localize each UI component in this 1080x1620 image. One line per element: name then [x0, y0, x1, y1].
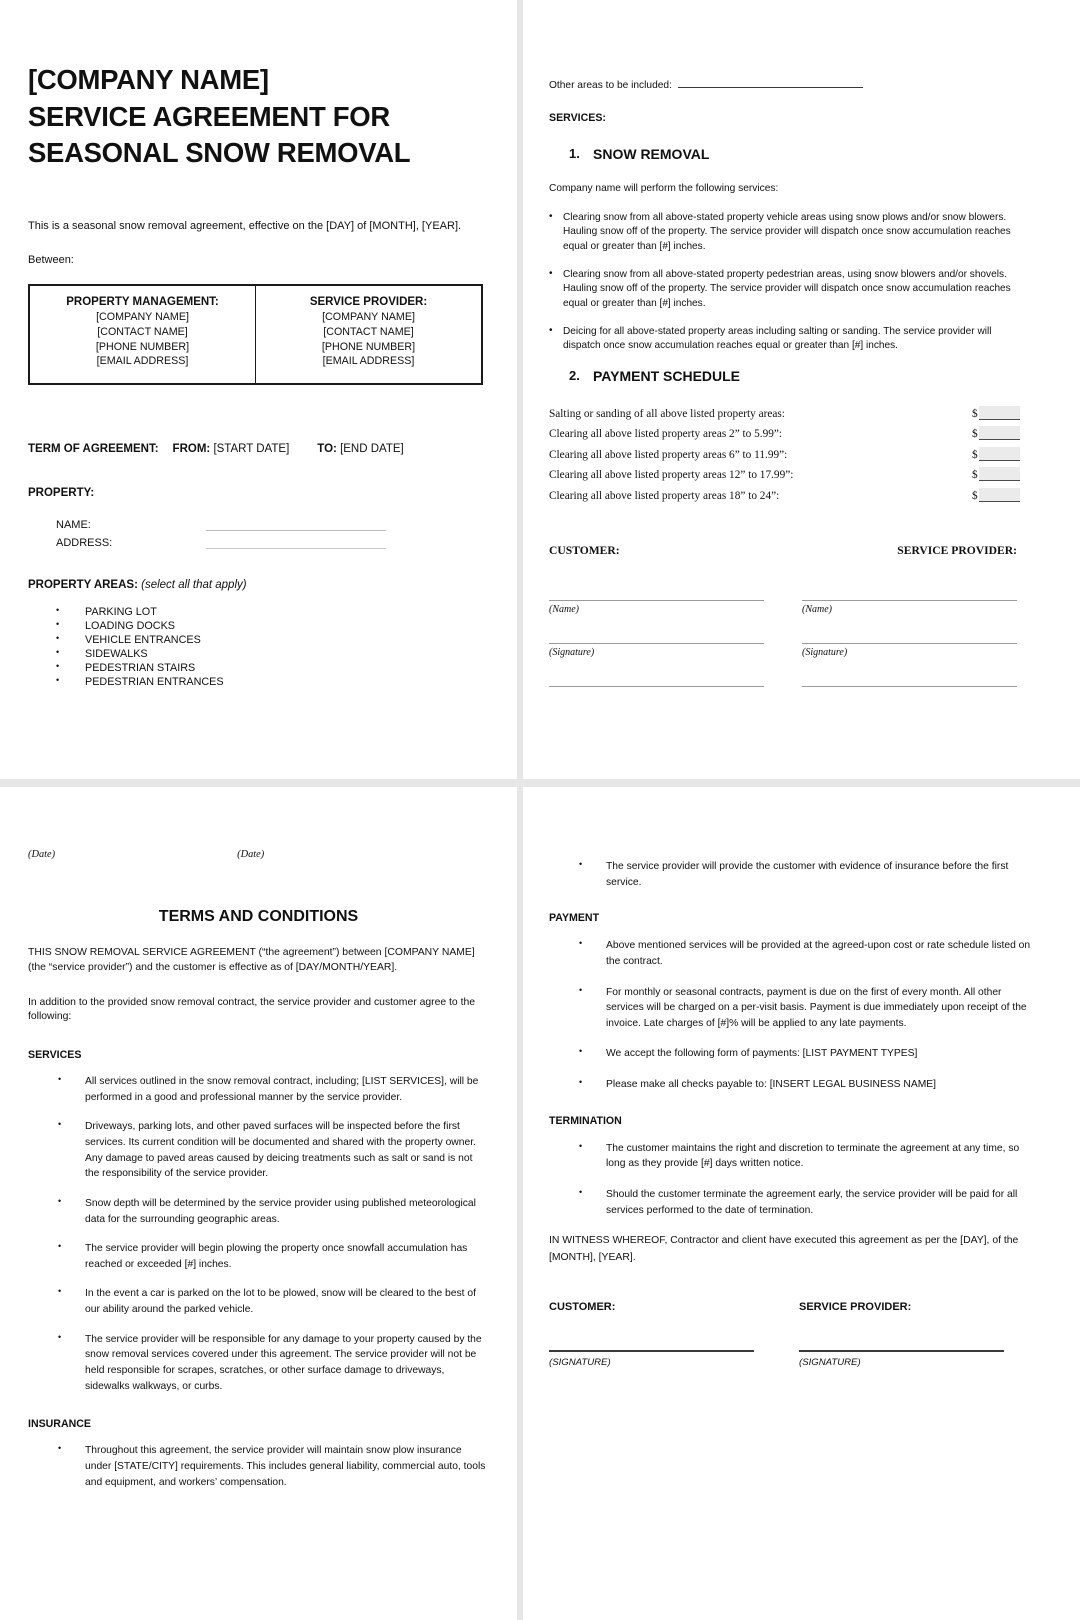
- customer-label: CUSTOMER:: [549, 1300, 616, 1313]
- signature-caption: (Signature): [549, 646, 595, 658]
- list-item: • Should the customer terminate the agreement early, the service provider will be paid for all services performed to the date of termination.: [549, 1187, 1034, 1218]
- termination-heading: TERMINATION: [549, 1114, 622, 1127]
- term-of-agreement-row: [28, 443, 489, 455]
- term-from-value: [START DATE]: [213, 443, 290, 456]
- payment-amount-input[interactable]: [979, 467, 1020, 481]
- list-item[interactable]: • PARKING LOT: [28, 605, 489, 619]
- title-line-1: [COMPANY NAME]: [28, 64, 269, 95]
- table-row: [549, 426, 1020, 440]
- effective-date-sentence: This is a seasonal snow removal agreement, effective on the [DAY] of [MONTH], [YEAR].: [28, 219, 462, 232]
- customer-label: CUSTOMER:: [549, 543, 620, 557]
- list-item: • Deicing for all above-stated property areas including salting or sanding. The service provider will dispatch once snow accumulation reaches equal or greater than [#] inches.: [549, 325, 1020, 354]
- section-1-title: SNOW REMOVAL: [593, 146, 710, 162]
- payment-amount-cell: [972, 488, 1020, 502]
- parties-table: [28, 284, 483, 385]
- property-label: PROPERTY:: [28, 487, 95, 500]
- property-name-input[interactable]: [206, 518, 386, 531]
- other-areas-label: Other areas to be included:: [549, 80, 672, 91]
- currency-symbol: $: [972, 428, 978, 441]
- date-caption: (Date): [237, 849, 265, 860]
- list-item: • The customer maintains the right and discretion to terminate the agreement at any time, so long as they provide [#] days written notice.: [549, 1141, 1034, 1172]
- customer-signature-column: [549, 544, 764, 687]
- currency-symbol: $: [972, 448, 978, 461]
- terms-services-list: [28, 1074, 489, 1394]
- name-caption: (Name): [549, 603, 579, 615]
- signature-caption: (Signature): [802, 646, 848, 658]
- party-email-address: [EMAIL ADDRESS]: [96, 355, 189, 368]
- party-phone-number: [PHONE NUMBER]: [95, 340, 190, 353]
- services-heading: SERVICES: [28, 1049, 82, 1062]
- page-gutter-horizontal: [0, 779, 1080, 787]
- currency-symbol: $: [972, 489, 978, 502]
- list-item: • Throughout this agreement, the service provider will maintain snow plow insurance under [STATE/CITY] requirements. This includes general liability, commercial auto, tools and equipment, and workers’ compensation.: [28, 1443, 489, 1490]
- payment-amount-input[interactable]: [979, 406, 1020, 420]
- page-3: [0, 787, 517, 1620]
- list-item: • Clearing snow from all above-stated property vehicle areas using snow plows and/or snow blowers. Hauling snow off of the property. The service provider will dispatch once snow accumulation reaches equal or greater than [#] inches.: [549, 211, 1020, 254]
- list-item: • The service provider will begin plowing the property once snowfall accumulation has reached or exceeded [#] inches.: [28, 1241, 489, 1272]
- party-company-name: [COMPANY NAME]: [322, 311, 415, 324]
- term-label: TERM OF AGREEMENT:: [28, 443, 159, 456]
- page2-signature-block: [549, 544, 1020, 687]
- party-company-name: [COMPANY NAME]: [96, 311, 189, 324]
- section-1-heading: [549, 146, 1020, 162]
- payment-amount-input[interactable]: [979, 488, 1020, 502]
- party-contact-name: [CONTACT NAME]: [97, 325, 188, 338]
- payment-amount-input[interactable]: [979, 447, 1020, 461]
- page-1: [0, 0, 517, 779]
- list-item[interactable]: • VEHICLE ENTRANCES: [28, 633, 489, 647]
- provider-label: SERVICE PROVIDER:: [799, 1300, 912, 1313]
- table-row: [549, 488, 1020, 502]
- list-item: • The service provider will be responsible for any damage to your property caused by the snow removal services covered under this agreement. The service provider will not be held responsible for scrapes, scratches, or other surface damage to driveways, sidewalks walkways, or curbs.: [28, 1332, 489, 1395]
- property-areas-label: PROPERTY AREAS:: [28, 579, 138, 592]
- date-caption: (Date): [28, 849, 56, 860]
- customer-signature-input[interactable]: [549, 643, 764, 644]
- list-item: • Please make all checks payable to: [INSERT LEGAL BUSINESS NAME]: [549, 1077, 1034, 1093]
- title-line-2: SERVICE AGREEMENT FOR: [28, 100, 390, 132]
- title-line-3: SEASONAL SNOW REMOVAL: [28, 137, 411, 169]
- payment-amount-cell: [972, 447, 1020, 461]
- table-row: [549, 467, 1020, 481]
- list-item: • The service provider will provide the customer with evidence of insurance before the first service.: [549, 859, 1034, 890]
- table-row: [29, 285, 482, 384]
- page-title: [28, 62, 489, 172]
- termination-list: [549, 1141, 1034, 1219]
- currency-symbol: $: [972, 407, 978, 420]
- payment-desc: Clearing all above listed property areas 2” to 5.99”:: [549, 428, 783, 441]
- party-cell-service-provider: [256, 285, 483, 384]
- insurance-continued-list: [549, 859, 1034, 890]
- terms-paragraph-1: THIS SNOW REMOVAL SERVICE AGREEMENT (“the agreement”) between [COMPANY NAME] (the “service provider”) and the customer is effective as of [DAY/MONTH/YEAR].: [28, 947, 475, 973]
- payment-amount-cell: [972, 467, 1020, 481]
- list-item: • In the event a car is parked on the lot to be plowed, snow will be cleared to the best of our ability around the parked vehicle.: [28, 1286, 489, 1317]
- signature-caption: (SIGNATURE): [549, 1356, 611, 1368]
- provider-signature-column: [802, 544, 1017, 687]
- provider-name-input[interactable]: [802, 600, 1017, 601]
- customer-signature-column: [549, 1301, 754, 1368]
- payment-desc: Clearing all above listed property areas 18” to 24”:: [549, 489, 780, 502]
- customer-date-input[interactable]: [549, 686, 764, 687]
- property-address-label: ADDRESS:: [56, 537, 113, 550]
- page4-signature-block: [549, 1301, 1034, 1368]
- table-row: [549, 406, 1020, 420]
- payment-heading: PAYMENT: [549, 912, 600, 925]
- section-1-number: 1.: [569, 146, 580, 161]
- list-item[interactable]: • PEDESTRIAN STAIRS: [28, 661, 489, 675]
- party-heading: PROPERTY MANAGEMENT:: [66, 296, 219, 309]
- party-cell-property-management: [29, 285, 256, 384]
- page-2: [523, 0, 1080, 779]
- property-name-row: [28, 513, 489, 531]
- payment-amount-cell: [972, 406, 1020, 420]
- party-phone-number: [PHONE NUMBER]: [321, 340, 416, 353]
- term-to-label: TO:: [317, 443, 337, 456]
- signature-caption: (SIGNATURE): [799, 1356, 861, 1368]
- section-2-heading: [549, 368, 1020, 384]
- snow-removal-bullets: [549, 211, 1020, 354]
- name-caption: (Name): [802, 603, 832, 615]
- terms-and-conditions-title: TERMS AND CONDITIONS: [158, 908, 359, 925]
- section-2-title: PAYMENT SCHEDULE: [593, 367, 741, 384]
- services-intro: Company name will perform the following services:: [549, 183, 779, 194]
- list-item[interactable]: • LOADING DOCKS: [28, 619, 489, 633]
- payment-desc: Clearing all above listed property areas 6” to 11.99”:: [549, 448, 788, 461]
- provider-signature-column: [799, 1301, 1004, 1368]
- property-fields: [28, 513, 489, 549]
- property-areas-list: [28, 605, 489, 689]
- property-name-label: NAME:: [56, 519, 91, 532]
- other-areas-input[interactable]: [678, 78, 863, 88]
- insurance-heading: INSURANCE: [28, 1418, 91, 1431]
- table-row: [549, 447, 1020, 461]
- provider-label: SERVICE PROVIDER:: [897, 543, 1017, 557]
- provider-date-input[interactable]: [802, 686, 1017, 687]
- term-to-value: [END DATE]: [340, 443, 404, 456]
- provider-signature-input[interactable]: [802, 643, 1017, 644]
- property-address-row: [28, 531, 489, 549]
- party-email-address: [EMAIL ADDRESS]: [322, 355, 415, 368]
- list-item[interactable]: • PEDESTRIAN ENTRANCES: [28, 675, 489, 689]
- services-label: SERVICES:: [549, 112, 606, 124]
- terms-paragraph-2: In addition to the provided snow removal contract, the service provider and customer agree to the following:: [28, 996, 476, 1023]
- list-item[interactable]: • SIDEWALKS: [28, 647, 489, 661]
- property-areas-hint: (select all that apply): [141, 579, 247, 592]
- other-areas-row: [549, 78, 1020, 91]
- party-contact-name: [CONTACT NAME]: [323, 325, 414, 338]
- party-heading: SERVICE PROVIDER:: [309, 296, 428, 309]
- list-item: • We accept the following form of payments: [LIST PAYMENT TYPES]: [549, 1046, 1034, 1062]
- list-item: • For monthly or seasonal contracts, payment is due on the first of every month. All other services will be charged on a per-visit basis. Payment is due immediately upon receipt of the invoice. Late charges of [#]% will be applied to any late payments.: [549, 985, 1034, 1032]
- list-item: • Snow depth will be determined by the service provider using published meteorological data for the surrounding geographic areas.: [28, 1196, 489, 1227]
- witness-paragraph: IN WITNESS WHEREOF, Contractor and client have executed this agreement as per the [DAY], of the [MONTH], [YEAR].: [549, 1235, 1019, 1263]
- term-from-label: FROM:: [172, 443, 211, 456]
- list-item: • Clearing snow from all above-stated property pedestrian areas, using snow blowers and/or shovels. Hauling snow off of the property. The service provider will dispatch once snow accumulation reaches equal or greater than [#] inches.: [549, 268, 1020, 311]
- payment-desc: Clearing all above listed property areas 12” to 17.99”:: [549, 469, 794, 482]
- list-item: • All services outlined in the snow removal contract, including; [LIST SERVICES], will be performed in a good and professional manner by the service provider.: [28, 1074, 489, 1105]
- customer-name-input[interactable]: [549, 600, 764, 601]
- list-item: • Driveways, parking lots, and other paved surfaces will be inspected before the first services. Its current condition will be documented and shared with the property owner. Any damage to paved areas caused by deicing treatments such as salt or sand is not the responsibility of the service provider.: [28, 1119, 489, 1182]
- property-areas-heading: [28, 579, 489, 591]
- property-address-input[interactable]: [206, 536, 386, 549]
- payment-amount-cell: [972, 426, 1020, 440]
- section-2-number: 2.: [569, 367, 580, 383]
- payment-amount-input[interactable]: [979, 426, 1020, 440]
- payment-schedule-table: [549, 406, 1020, 502]
- customer-signature-input[interactable]: [549, 1350, 754, 1352]
- date-captions-row: [28, 849, 489, 860]
- payment-list: [549, 938, 1034, 1092]
- provider-signature-input[interactable]: [799, 1350, 1004, 1352]
- payment-desc: Salting or sanding of all above listed property areas:: [549, 407, 785, 420]
- terms-insurance-list: [28, 1443, 489, 1490]
- between-label: Between:: [28, 254, 74, 267]
- currency-symbol: $: [972, 469, 978, 482]
- page-4: [523, 787, 1080, 1620]
- list-item: • Above mentioned services will be provided at the agreed-upon cost or rate schedule listed on the contract.: [549, 938, 1034, 969]
